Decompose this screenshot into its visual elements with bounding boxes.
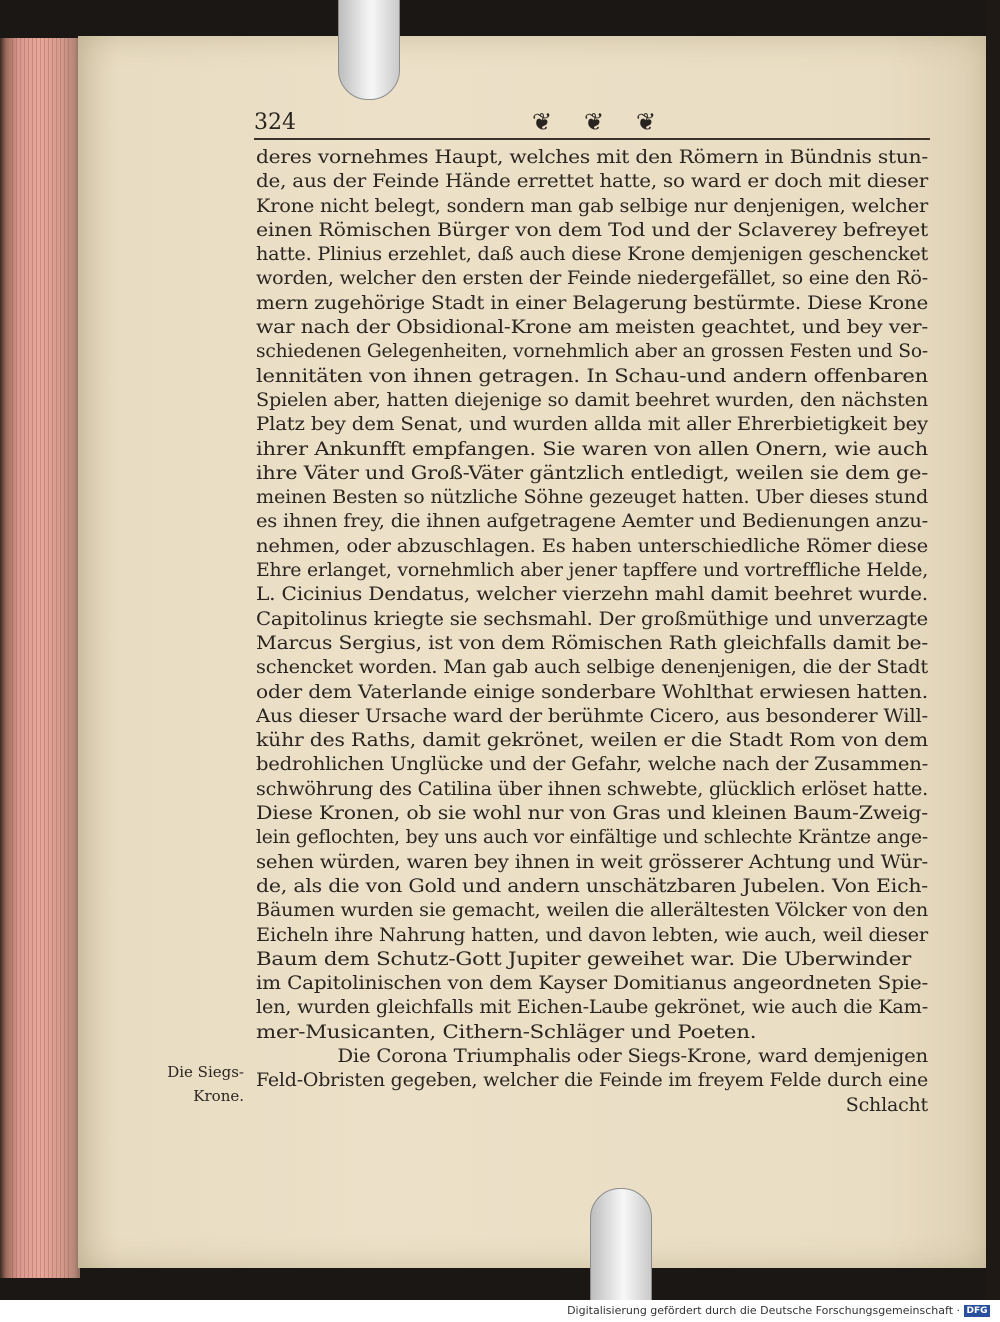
text-line: sehen würden, waren bey ihnen in weit grösserer Achtung und Wür- [256,850,928,873]
text-line: Capitolinus kriegte sie sechsmahl. Der großmüthige und unverzagte [256,607,928,630]
text-line: im Capitolinischen von dem Kayser Domitianus angeordneten Spie- [256,972,928,995]
text-line: es ihnen frey, die ihnen aufgetragene Aemter und Bedienungen anzu- [256,510,929,533]
body-text [256,145,932,1117]
text-line: Spielen aber, hatten diejenige so damit beehret wurden, den nächsten [256,388,928,411]
text-line: schencket worden. Man gab auch selbige denenjenigen, die der Stadt [256,656,928,679]
text-line: L. Cicinius Dendatus, welcher vierzehn mahl damit beehret wurde. [256,583,928,606]
text-line: Baum dem Schutz-Gott Jupiter geweihet war. Die Uberwinder [256,947,912,970]
margin-note-line: Die Siegs- [167,1063,244,1081]
text-line: mer-Musicanten, Cithern-Schläger und Poeten. [256,1020,757,1043]
top-page-clip [338,0,400,100]
text-line: war nach der Obsidional-Krone am meisten geachtet, und bey ver- [256,316,928,339]
text-line: einen Römischen Bürger von dem Tod und der Sclaverey befreyet [256,218,928,241]
text-line: lennitäten von ihnen getragen. In Schau-und andern offenbaren [256,364,928,387]
page-number: 324 [254,110,296,135]
text-line: de, aus der Feinde Hände errettet hatte, so ward er doch mit dieser [256,170,928,193]
text-line: oder dem Vaterlande einige sonderbare Wohlthat erwiesen hatten. [256,680,928,703]
text-line: Krone nicht belegt, sondern man gab selbige nur denjenigen, welcher [256,194,928,217]
text-line: Feld-Obristen gegeben, welcher die Feinde im freyem Felde durch eine [256,1069,928,1092]
text-line: Bäumen wurden sie gemacht, weilen die allerältesten Völcker von den [256,899,928,922]
text-line: Diese Kronen, ob sie wohl nur von Gras und kleinen Baum-Zweig- [256,802,928,825]
text-line: schwöhrung des Catilina über ihnen schwebte, glücklich erlöset hatte. [256,777,928,800]
text-line: schiedenen Gelegenheiten, vornehmlich aber an grossen Festen und So- [256,340,928,363]
funding-credit: Digitalisierung gefördert durch die Deutsche Forschungsgemeinschaft · [567,1304,960,1317]
text-line: ihrer Ankunfft empfangen. Sie waren von allen Onern, wie auch [256,437,929,460]
text-line: Aus dieser Ursache ward der berühmte Cicero, aus besonderer Will- [256,704,928,727]
text-line: meinen Besten so nützliche Söhne gezeuget hatten. Uber dieses stund [256,486,928,509]
text-line: kühr des Raths, damit gekrönet, weilen er die Stadt Rom von dem [256,729,928,752]
text-line: Die Corona Triumphalis oder Siegs-Krone, ward demjenigen [337,1044,928,1067]
text-line: nehmen, oder abzuschlagen. Es haben unterschiedliche Römer diese [256,534,928,557]
ornament-icon: ❦ [532,108,553,136]
bottom-page-clip [590,1188,652,1300]
background-edge [986,0,1000,1300]
header-rule [254,138,930,140]
ornament-icon: ❦ [636,108,657,136]
text-line: lein geflochten, bey uns auch vor einfältige und schlechte Kräntze ange- [256,826,928,849]
text-line: Platz bey dem Senat, und wurden allda mit aller Ehrerbietigkeit bey [256,413,928,436]
text-line: de, als die von Gold und andern unschätzbaren Jubelen. Von Eich- [256,874,928,897]
text-line: Marcus Sergius, ist von dem Römischen Rath gleichfalls damit be- [256,631,928,654]
footer-bar [0,1300,1000,1322]
text-line: len, wurden gleichfalls mit Eichen-Laube gekrönet, wie auch die Kam- [256,996,928,1019]
catchword: Schlacht [845,1093,928,1116]
page-header [254,108,930,138]
text-line: worden, welcher den ersten der Feinde niedergefället, so eine den Rö- [256,267,928,290]
margin-note [152,1060,244,1108]
text-line: ihre Väter und Groß-Väter gäntzlich entledigt, weilen sie dem ge- [256,461,928,484]
text-line: Ehre erlanget, vornehmlich aber jener tapffere und vortreffliche Helde, [256,559,928,582]
dfg-logo: DFG [964,1305,990,1317]
ornament-icon: ❦ [584,108,605,136]
margin-note-line: Krone. [193,1087,244,1105]
text-line: hatte. Plinius erzehlet, daß auch diese Krone demjenigen geschencket [256,243,929,266]
text-line: bedrohlichen Unglücke und der Gefahr, welche nach der Zusammen- [256,753,928,776]
text-line: mern zugehörige Stadt in einer Belagerung bestürmte. Diese Krone [256,291,928,314]
book-page-edges [0,38,80,1278]
text-line: Eicheln ihre Nahrung hatten, und davon lebten, wie auch, weil dieser [256,923,928,946]
text-line: deres vornehmes Haupt, welches mit den Römern in Bündnis stun- [256,146,929,168]
